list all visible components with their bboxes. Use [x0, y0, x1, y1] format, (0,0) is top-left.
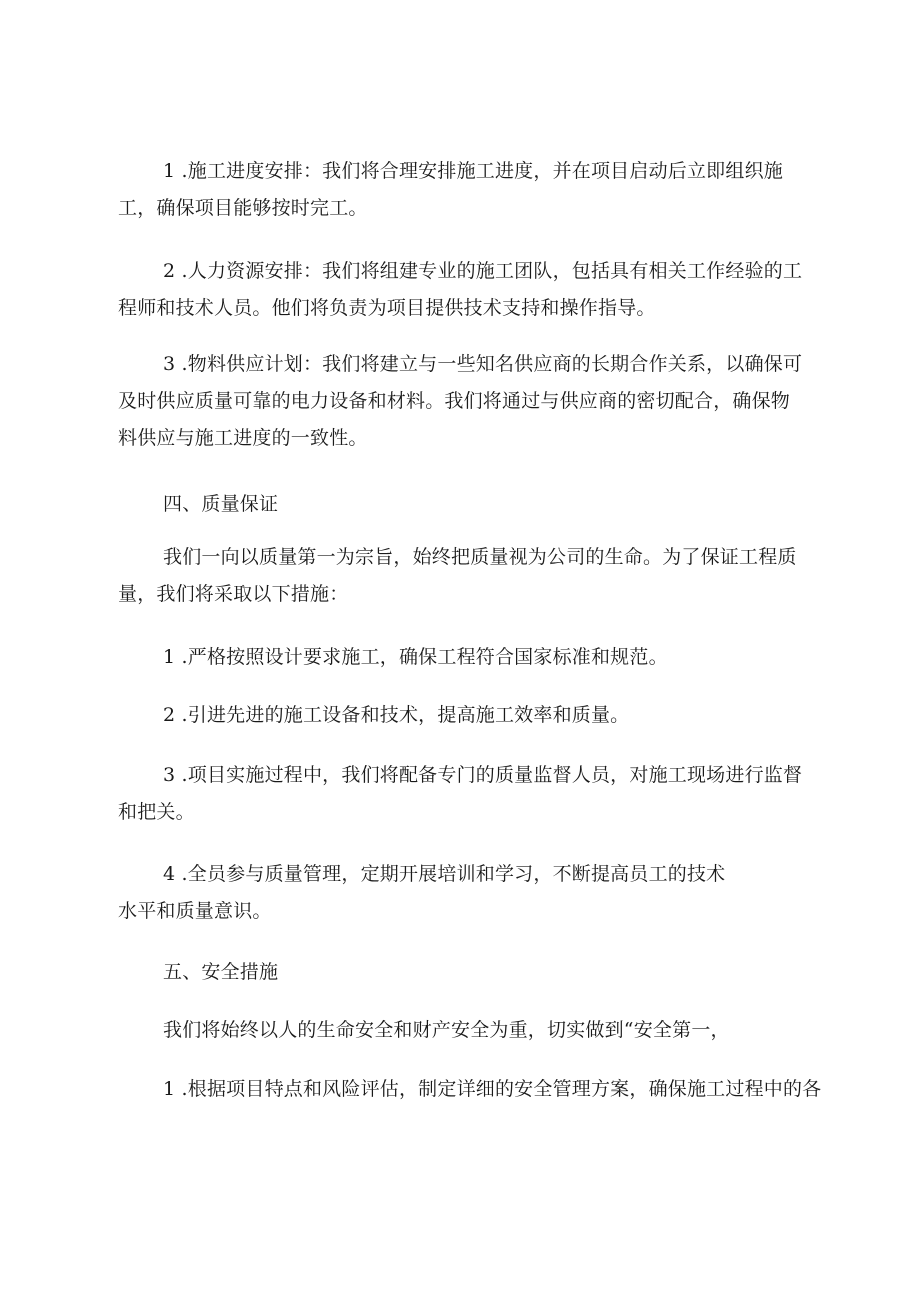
section-heading-safety	[118, 954, 800, 991]
text-line: 2 .引进先进的施工设备和技术，提高施工效率和质量。	[163, 704, 630, 726]
text-line: 料供应与施工进度的一致性。	[118, 427, 368, 449]
paragraph-quality-item-3	[118, 757, 803, 831]
text-line: 五、安全措施	[163, 961, 279, 983]
text-line: 水平和质量意识。	[118, 900, 272, 922]
paragraph-material-supply	[118, 346, 803, 457]
paragraph-safety-intro	[118, 1012, 800, 1049]
text-line: 1 .施工进度安排：我们将合理安排施工进度，并在项目启动后立即组织施	[163, 160, 783, 182]
text-line: 3 .物料供应计划：我们将建立与一些知名供应商的长期合作关系，以确保可	[163, 353, 803, 375]
text-line: 工，确保项目能够按时完工。	[118, 197, 368, 219]
paragraph-safety-item-1	[118, 1071, 822, 1108]
text-line: 我们将始终以人的生命安全和财产安全为重，切实做到“安全第一，	[163, 1019, 730, 1041]
text-line: 四、质量保证	[163, 493, 279, 515]
text-line: 1 .根据项目特点和风险评估，制定详细的安全管理方案，确保施工过程中的各	[163, 1078, 822, 1100]
text-line: 量，我们将采取以下措施：	[118, 583, 349, 605]
text-line: 和把关。	[118, 801, 195, 823]
paragraph-quality-item-1	[118, 639, 800, 676]
paragraph-human-resources	[118, 253, 803, 327]
text-line: 我们一向以质量第一为宗旨，始终把质量视为公司的生命。为了保证工程质	[163, 546, 797, 568]
paragraph-quality-intro	[118, 539, 800, 613]
section-heading-quality	[118, 486, 800, 523]
text-line: 程师和技术人员。他们将负责为项目提供技术支持和操作指导。	[118, 297, 656, 319]
paragraph-quality-item-2	[118, 697, 800, 734]
paragraph-construction-schedule	[118, 153, 800, 227]
text-line: 1 .严格按照设计要求施工，确保工程符合国家标准和规范。	[163, 646, 668, 668]
paragraph-quality-item-4	[118, 856, 800, 930]
text-line: 及时供应质量可靠的电力设备和材料。我们将通过与供应商的密切配合，确保物	[118, 390, 791, 412]
text-line: 4 .全员参与质量管理，定期开展培训和学习，不断提高员工的技术	[163, 863, 726, 885]
text-line: 2 .人力资源安排：我们将组建专业的施工团队，包括具有相关工作经验的工	[163, 260, 803, 282]
text-line: 3 .项目实施过程中，我们将配备专门的质量监督人员，对施工现场进行监督	[163, 764, 803, 786]
